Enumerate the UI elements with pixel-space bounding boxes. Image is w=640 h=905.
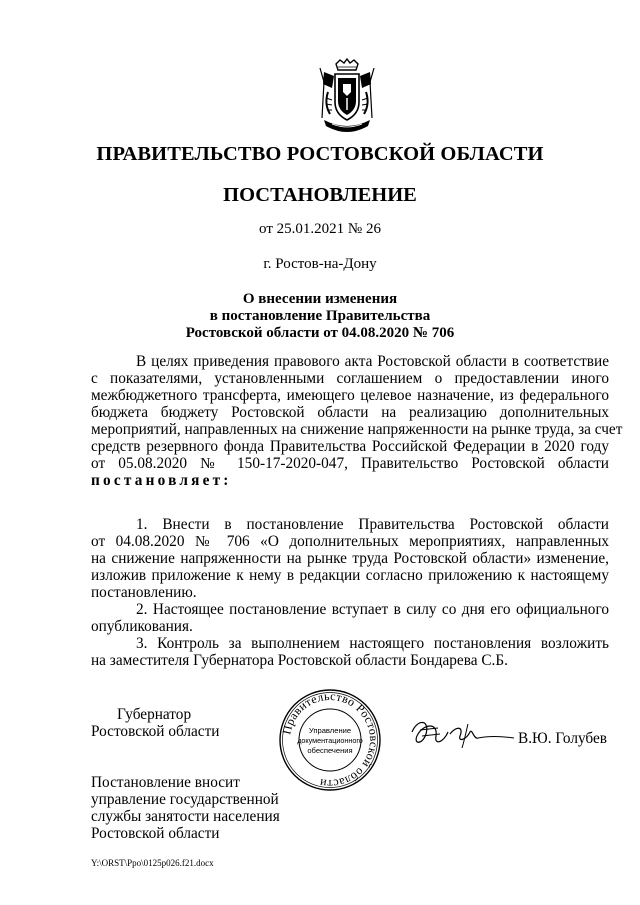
preamble-paragraph (91, 353, 623, 489)
coat-of-arms-icon (314, 58, 380, 138)
file-path: Y:\ORST\Ppo\0125p026.f21.docx (91, 858, 214, 868)
decree-word: постановляет: (91, 472, 232, 489)
submitter-note (91, 774, 280, 842)
item-line: опубликования. (91, 618, 193, 635)
signer-name: В.Ю. Голубев (518, 730, 608, 747)
preamble-line: от 05.08.2020 № 150-17-2020-047, Правительство Ростовской области (91, 455, 609, 472)
preamble-line: В целях приведения правового акта Ростовской области в соответствие (136, 353, 609, 370)
signer-position (91, 706, 219, 740)
item-line: от 04.08.2020 № 706 «О дополнительных мероприятиях, направленных (91, 533, 609, 550)
official-stamp (278, 688, 382, 792)
item-line: на заместителя Губернатора Ростовской области Бондарева С.Б. (91, 652, 508, 669)
position-line: Губернатор (117, 706, 192, 723)
stamp-ring-text: Правительство Ростовской области (279, 688, 382, 792)
note-line: Постановление вносит (91, 774, 240, 791)
item-line: 2. Настоящее постановление вступает в силу со дня его официального (136, 601, 609, 618)
note-line: службы занятости населения (91, 808, 280, 825)
preamble-line: мероприятий, направленных на снижение напряженности на рынке труда, за счет (91, 421, 623, 438)
note-line: Ростовской области (91, 825, 220, 842)
organization-title: ПРАВИТЕЛЬСТВО РОСТОВСКОЙ ОБЛАСТИ (96, 143, 544, 165)
stamp-center-line: обеспечения (307, 746, 353, 755)
document-subject (0, 291, 640, 342)
item-line: постановлению. (91, 584, 197, 601)
subject-line: Ростовской области от 04.08.2020 № 706 (185, 325, 455, 341)
item-line: 1. Внести в постановление Правительства Ростовской области (136, 516, 609, 533)
stamp-center-line: Управление (308, 726, 352, 735)
stamp-center-line: документационного (297, 736, 363, 745)
handwritten-signature (408, 712, 516, 752)
note-line: управление государственной (91, 791, 279, 808)
document-type: ПОСТАНОВЛЕНИЕ (223, 184, 417, 206)
preamble-line: средств резервного фонда Правительства Российской Федерации в 2020 году (91, 438, 609, 455)
item-line: изложив приложение к нему в редакции согласно приложению к настоящему (91, 567, 609, 584)
subject-line: О внесении изменения (242, 291, 398, 307)
document-city: г. Ростов-на-Дону (263, 256, 377, 272)
preamble-line: бюджета бюджету Ростовской области на реализацию дополнительных (91, 404, 609, 421)
position-line: Ростовской области (91, 723, 220, 740)
decree-items (91, 516, 609, 669)
item-line: на снижение напряженности на рынке труда Ростовской области» изменение, (91, 550, 609, 567)
preamble-line: межбюджетного трансферта, имеющего целевое назначение, из федерального (91, 387, 609, 404)
item-line: 3. Контроль за выполнением настоящего постановления возложить (136, 635, 609, 652)
document-date-number: от 25.01.2021 № 26 (259, 221, 381, 237)
preamble-line: с показателями, установленными соглашением о предоставлении иного (91, 370, 609, 387)
subject-line: в постановление Правительства (209, 308, 431, 324)
